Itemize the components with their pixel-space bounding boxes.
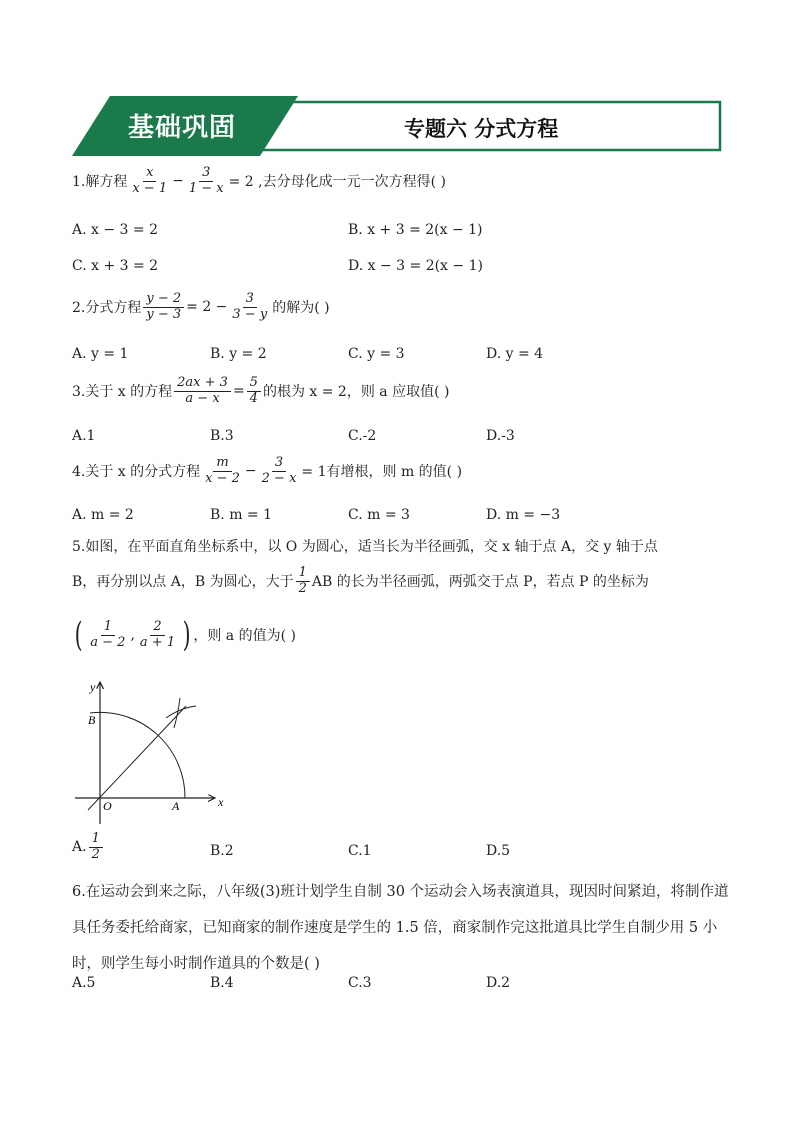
q1-option-b[interactable]: B. x + 3 = 2(x − 1)	[348, 222, 483, 238]
q2-option-d[interactable]: D. y = 4	[486, 346, 544, 362]
q2-option-b[interactable]: B. y = 2	[210, 346, 267, 362]
q5-point-y-fraction: $\frac{2}{a + 1}$	[139, 618, 176, 650]
bisector-line	[88, 706, 186, 810]
q6-option-b[interactable]: B.4	[210, 975, 234, 991]
q5-half-fraction: $\frac{1}{2}$	[296, 566, 310, 597]
q6-option-a[interactable]: A.5	[72, 975, 96, 991]
q1-prefix: 1.解方程	[72, 174, 128, 191]
q5-option-c[interactable]: C.1	[348, 843, 372, 859]
q3-fraction-2: $\frac{5}{4}$	[247, 376, 261, 407]
q5-option-d[interactable]: D.5	[486, 843, 511, 859]
q3-option-d[interactable]: D.-3	[486, 428, 515, 444]
q1-option-d[interactable]: D. x − 3 = 2(x − 1)	[348, 258, 483, 274]
banner-topic-title: 专题六 分式方程	[404, 117, 559, 141]
q5-option-a-fraction: $\frac{1}{2}$	[89, 832, 103, 863]
q4-option-d[interactable]: D. m = −3	[486, 507, 561, 523]
q6-option-c[interactable]: C.3	[348, 975, 372, 991]
point-a-label: A	[172, 799, 180, 813]
question-4: 4.关于 x 的分式方程 $\frac{m}{x - 2}$ − $\frac{3}{2 - x}$ = 1有增根，则 m 的值( )	[72, 455, 463, 486]
q1-fraction-1: $\frac{x}{x - 1}$	[132, 165, 168, 196]
q4-option-b[interactable]: B. m = 1	[210, 507, 273, 523]
q5-point-x-fraction: $\frac{1}{a - 2}$	[90, 618, 126, 650]
origin-label: O	[103, 799, 112, 813]
q4-fraction-1: $\frac{m}{x - 2}$	[205, 455, 240, 486]
coordinate-figure	[70, 676, 230, 828]
q4-option-a[interactable]: A. m = 2	[72, 507, 134, 523]
question-6: 6.在运动会到来之际，八年级(3)班计划学生自制 30 个运动会入场表演道具，现因时间紧迫，将制作道具任务委托给商家，已知商家的制作速度是学生的 1.5 倍，商家制作完这批道具比学生自制少用 5 小时，则学生每小时制作道具的个数是( )	[72, 884, 729, 972]
q2-option-c[interactable]: C. y = 3	[348, 346, 405, 362]
q1-option-c[interactable]: C. x + 3 = 2	[72, 258, 159, 274]
q3-option-b[interactable]: B.3	[210, 428, 234, 444]
q1-fraction-2: $\frac{3}{1 - x}$	[188, 165, 224, 196]
question-2: 2.分式方程 $\frac{y - 2}{y - 3}$ = 2 − $\frac{3}{3 - y}$ 的解为( )	[72, 291, 330, 322]
question-5-line-1: 5.如图，在平面直角坐标系中，以 O 为圆心，适当长为半径画弧，交 x 轴于点 A，交 y 轴于点	[72, 539, 658, 555]
q3-option-c[interactable]: C.-2	[348, 428, 377, 444]
q5-option-a[interactable]: A. $\frac{1}{2}$	[72, 832, 105, 863]
q1-rest: = 2 ,去分母化成一元一次方程得( )	[228, 174, 446, 191]
question-5-line-3: ( $\frac{1}{a - 2}$ , $\frac{2}{a + 1}$ ) ，则 a 的值为( )	[74, 615, 296, 655]
banner-section-title: 基础巩固	[128, 113, 237, 143]
q2-fraction-1: $\frac{y - 2}{y - 3}$	[143, 292, 184, 323]
question-5-line-2: B，再分别以点 A，B 为圆心，大于 $\frac{1}{2}$ AB 的长为半径画弧，两弧交于点 P，若点 P 的坐标为	[72, 565, 649, 596]
q4-fraction-2: $\frac{3}{2 - x}$	[261, 455, 297, 486]
q2-fraction-2: $\frac{3}{3 - y}$	[232, 291, 268, 322]
x-axis-label: x	[218, 795, 224, 809]
q1-option-a[interactable]: A. x − 3 = 2	[72, 222, 158, 238]
arc-from-o	[90, 712, 185, 798]
y-axis-label: y	[90, 680, 96, 694]
q5-option-b[interactable]: B.2	[210, 843, 234, 859]
question-3: 3.关于 x 的方程 $\frac{2ax + 3}{a - x}$ = $\frac{5}{4}$ 的根为 x = 2，则 a 应取值( )	[72, 375, 450, 406]
question-1: 1.解方程 $\frac{x}{x - 1}$ − $\frac{3}{1 - x}$ = 2 ,去分母化成一元一次方程得( )	[72, 165, 446, 196]
q6-option-d[interactable]: D.2	[486, 975, 511, 991]
q3-fraction-1: $\frac{2ax + 3}{a - x}$	[174, 376, 231, 407]
q2-option-a[interactable]: A. y = 1	[72, 346, 129, 362]
q4-option-c[interactable]: C. m = 3	[348, 507, 410, 523]
point-b-label: B	[88, 713, 96, 727]
q3-option-a[interactable]: A.1	[72, 428, 96, 444]
